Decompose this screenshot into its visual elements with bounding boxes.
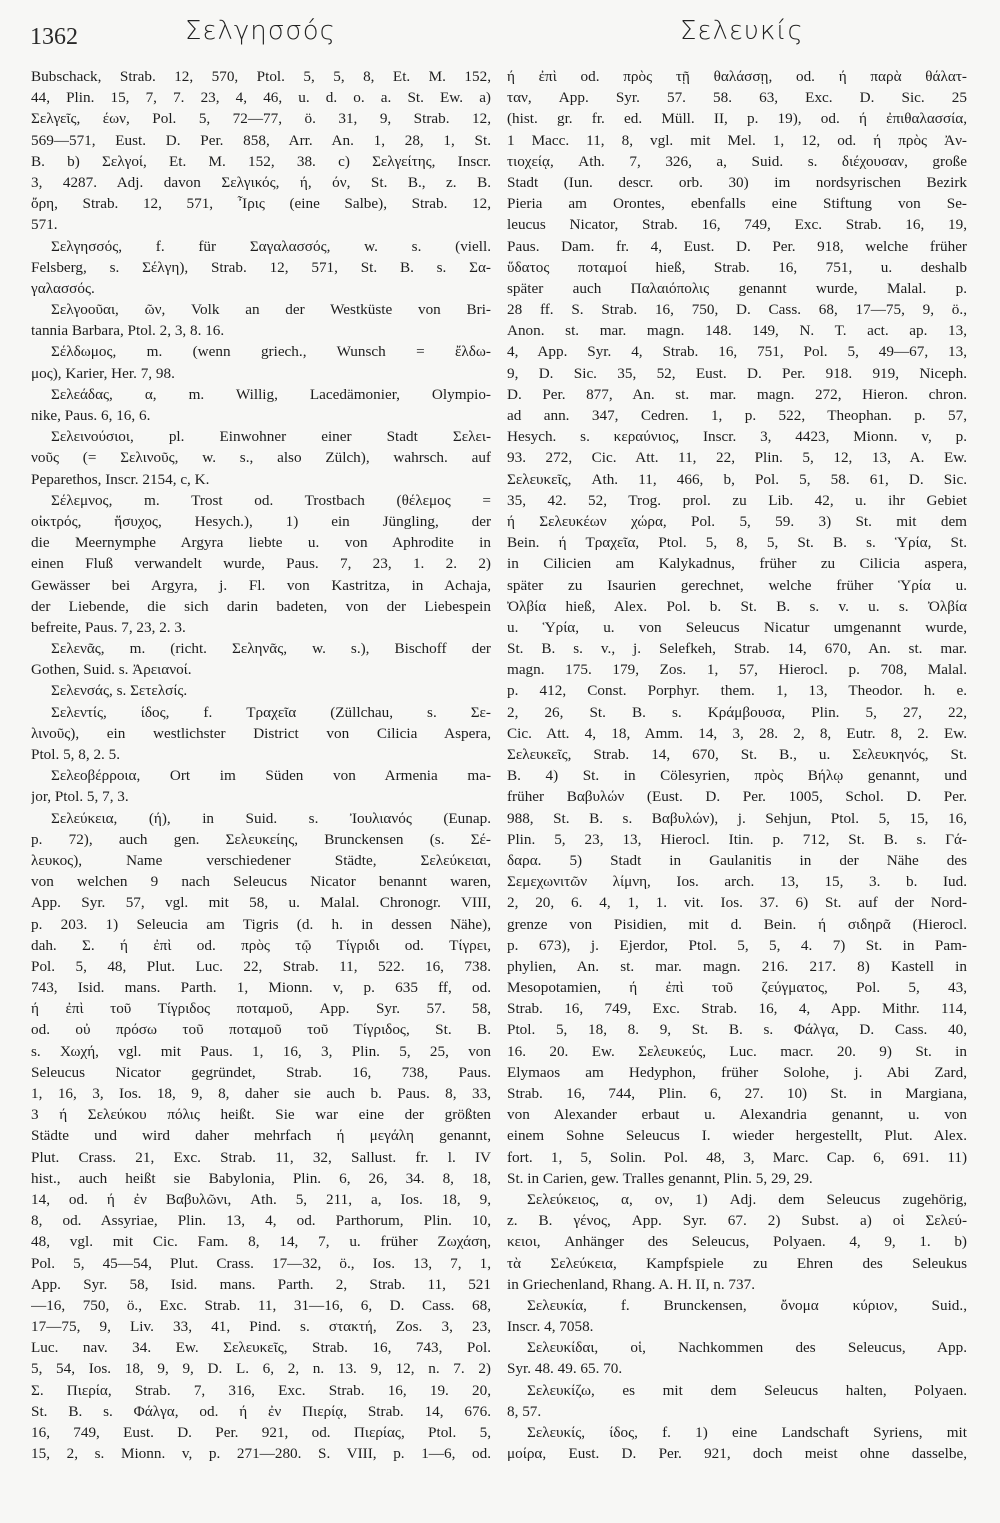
text-line: μος), Karier, Her. 7, 98. bbox=[31, 364, 175, 382]
text-line: einen Fluß verwandelt wurde, Paus. 7, 23, 1. 2. 2) bbox=[31, 555, 491, 573]
text-line: 16. 20. Ew. Σελευκεύς, Luc. macr. 20. 9) St. in bbox=[507, 1042, 967, 1060]
text-line: p. 673), j. Ejerdor, Ptol. 5, 5, 4. 7) St. in Pam- bbox=[507, 936, 967, 954]
left-column bbox=[31, 66, 491, 1464]
text-line: Elymaos am Hedyphon, früher Solohe, j. Abi Zard, bbox=[507, 1063, 967, 1081]
text-line: νοῦς (= Σελινοῦς, w. s., also Zülch), wahrsch. auf bbox=[31, 449, 491, 467]
entry-headword-line: Σελευκία, f. Brunckensen, ὄνομα κύριον, Suid., bbox=[527, 1296, 967, 1314]
text-line: μοίρα, Eust. D. Per. 921, doch meist ohne dasselbe, bbox=[507, 1445, 967, 1463]
page-number: 1362 bbox=[30, 24, 78, 50]
text-line: u. Ὑρία, u. von Seleucus Nicatur umgenannt wurde, bbox=[507, 618, 967, 636]
text-line: 35, 42. 52, Trog. prol. zu Lib. 42, u. ihr Gebiet bbox=[507, 491, 967, 509]
text-line: 44, Plin. 15, 7, 7. 23, 4, 46, u. d. o. a. St. Ew. a) bbox=[31, 89, 491, 107]
text-line: 2, 20, 6. 4, 1, 1. vit. Ios. 37. 6) St. auf der Nord- bbox=[507, 894, 967, 912]
text-line: Hesych. s. κεραύνιος, Inscr. 3, 4423, Mionn. v, p. bbox=[507, 428, 967, 446]
text-line: 3, 4287. Adj. davon Σελγικός, ή, όν, St. B., z. B. bbox=[31, 173, 491, 191]
text-line: Ὀλβία hieß, Alex. Pol. b. St. B. s. v. u. s. Ὀλβία bbox=[507, 597, 967, 615]
entry-headword-line: Σελευκίς, ίδος, f. 1) eine Landschaft Syriens, mit bbox=[527, 1424, 967, 1441]
text-line: App. Syr. 58, Isid. mans. Parth. 2, Strab. 11, 521 bbox=[31, 1275, 491, 1293]
text-line: 9, D. Sic. 35, 52, Eust. D. Per. 918. 919, Niceph. bbox=[507, 364, 967, 382]
text-line: 4, App. Syr. 4, Strab. 16, 751, Pol. 5, 49—67, 13, bbox=[507, 343, 967, 361]
text-line: 1 Macc. 11, 8, vgl. mit Mel. 1, 12, od. ή πρὸς Ἀν- bbox=[507, 131, 967, 149]
text-line: κειοι, Anhänger des Seleucus, Polyaen. 4, 9, 1. b) bbox=[507, 1233, 967, 1251]
text-line: St. in Carien, gew. Tralles genannt, Plin. 5, 29, 29. bbox=[507, 1169, 813, 1187]
text-line: jor, Ptol. 5, 7, 3. bbox=[31, 788, 129, 806]
text-line: 15, 2, s. Mionn. v, p. 271—280. S. VIII, p. 1—6, od. bbox=[31, 1445, 491, 1463]
text-line: 3 ή Σελεύκου πόλις heißt. Sie war eine der größten bbox=[31, 1106, 491, 1124]
running-head-left: Σελγησσός bbox=[185, 16, 336, 46]
text-line: fort. 1, 5, Solin. Pol. 48, 3, Marc. Cap. 6, 691. 11) bbox=[507, 1148, 967, 1166]
text-line: der Liebende, die sich darin badeten, von der Liebespein bbox=[31, 597, 491, 615]
text-line: 1, 16, 3, Ios. 18, 9, 8, daher sie auch b. Paus. 8, 33, bbox=[31, 1085, 491, 1102]
text-line: Felsberg, s. Σέλγη), Strab. 12, 571, St. B. s. Σα- bbox=[31, 258, 491, 276]
text-line: Σ. Πιερία, Strab. 7, 316, Exc. Strab. 16, 19. 20, bbox=[31, 1381, 491, 1399]
entry-headword-line: Σελεάδας, α, m. Willig, Lacedämonier, Olympio- bbox=[51, 385, 491, 403]
text-line: p. 203. 1) Seleucia am Tigris (d. h. in dessen Nähe), bbox=[31, 915, 491, 933]
text-line: Syr. 48. 49. 65. 70. bbox=[507, 1360, 623, 1378]
text-line: δαρα. 5) Stadt in Gaulanitis in der Nähe des bbox=[507, 851, 967, 869]
text-line: phylien, An. st. mar. magn. 216. 217. 8) Kastell in bbox=[507, 957, 967, 975]
text-line: 16, 749, Eust. D. Per. 921, od. Πιερίας, Ptol. 5, bbox=[31, 1424, 491, 1441]
text-line: in Griechenland, Rhang. A. H. II, n. 737. bbox=[507, 1275, 756, 1293]
text-line: Bubschack, Strab. 12, 570, Ptol. 5, 5, 8, Et. M. 152, bbox=[31, 68, 491, 85]
text-line: Strab. 16, 749, Exc. Strab. 16, 4, App. Mithr. 114, bbox=[507, 1000, 967, 1018]
text-line: 8, 57. bbox=[507, 1402, 542, 1420]
text-line: Pol. 5, 45—54, Plut. Crass. 17—32, ö., Ios. 13, 7, 1, bbox=[31, 1254, 491, 1272]
text-line: St. B. s. Φάλγα, od. ή ἐν Πιερίᾳ, Strab. 14, 676. bbox=[31, 1402, 491, 1420]
text-line: Plut. Crass. 21, Exc. Strab. 11, 32, Sallust. fr. l. IV bbox=[31, 1148, 491, 1166]
text-line: nike, Paus. 6, 16, 6. bbox=[31, 407, 151, 424]
text-line: die Meernymphe Argyra liebte u. von Aphrodite in bbox=[31, 534, 491, 552]
text-line: später auch Παλαιόπολις genannt wurde, Malal. p. bbox=[507, 279, 967, 297]
text-line: Städte und wird daher mehrfach ή μεγάλη genannt, bbox=[31, 1127, 491, 1145]
text-line: τιοχείᾳ, Ath. 7, 326, a, Suid. s. διέχουσαν, große bbox=[507, 152, 967, 170]
text-line: Cic. Att. 4, 18, Amm. 14, 3, 28. 2, 8, Eutr. 8, 2. Ew. bbox=[507, 724, 967, 742]
text-line: 743, Isid. mans. Parth. 1, Mionn. v, p. 635 ff, od. bbox=[31, 979, 491, 997]
text-line: 93. 272, Cic. Att. 11, 22, Plin. 5, 12, 13, A. Ew. bbox=[507, 449, 967, 467]
entry-headword-line: Σελεντίς, ίδος, f. Τραχεῖα (Züllchau, s. Σε- bbox=[51, 703, 491, 721]
text-line: später zu Isaurien gerechnet, welche früher Ὑρία u. bbox=[507, 576, 967, 594]
right-column bbox=[507, 66, 967, 1464]
text-line: οἰκτρός, ἥσυχος, Hesych.), 1) ein Jüngling, der bbox=[31, 512, 491, 530]
entry-headword-line: Σελεινούσιοι, pl. Einwohner einer Stadt Σελει- bbox=[51, 428, 491, 446]
text-line: Σελγεῖς, έων, Pol. 5, 72—77, ö. 31, 9, Strab. 12, bbox=[31, 110, 491, 128]
text-line: 14, od. ή ἐν Βαβυλῶνι, Ath. 5, 211, a, Ios. 18, 9, bbox=[31, 1190, 491, 1208]
text-line: 28 ff. S. Strab. 16, 750, D. Cass. 68, 17—75, 9, ö., bbox=[507, 301, 967, 319]
text-line: einem Sohne Seleucus I. wieder hergestellt, Plut. Alex. bbox=[507, 1127, 967, 1145]
text-line: magn. 175. 179, Zos. 1, 57, Hierocl. p. 708, Malal. bbox=[507, 661, 967, 679]
text-line: Ptol. 5, 8, 2. 5. bbox=[31, 746, 121, 763]
text-line: tannia Barbara, Ptol. 2, 3, 8. 16. bbox=[31, 322, 225, 340]
entry-headword-line: Σελενᾶς, m. (richt. Σεληνᾶς, w. s.), Bischoff der bbox=[51, 640, 491, 658]
text-line: von Alexander erbaut u. Alexandria genannt, u. von bbox=[507, 1106, 967, 1124]
text-line: Peparethos, Inscr. 2154, c, K. bbox=[31, 470, 210, 488]
text-line: leucus Nicator, Strab. 16, 749, Exc. Strab. 16, 19, bbox=[507, 216, 967, 234]
text-line: Pieria am Orontes, ebenfalls eine Stiftung von Se- bbox=[507, 195, 967, 213]
text-line: z. B. γένος, App. Syr. 67. 2) Subst. a) οἱ Σελεύ- bbox=[507, 1212, 967, 1230]
text-line: Luc. nav. 34. Ew. Σελευκεῖς, Strab. 16, 743, Pol. bbox=[31, 1339, 491, 1357]
text-line: 48, vgl. mit Cic. Fam. 8, 14, 7, u. früher Ζωχάση, bbox=[31, 1233, 491, 1251]
text-line: Seleucus Nicator gegründet, Strab. 16, 738, Paus. bbox=[31, 1063, 491, 1081]
text-line: Σελευκεῖς, Strab. 14, 670, St. B., u. Σελευκηνός, St. bbox=[507, 746, 967, 763]
text-line: Inscr. 4, 7058. bbox=[507, 1318, 594, 1336]
text-line: B. 4) St. in Cölesyrien, πρὸς Βήλῳ genannt, und bbox=[507, 767, 967, 785]
text-line: τὰ Σελεύκεια, Kampfspiele zu Ehren des Seleukus bbox=[507, 1254, 967, 1272]
text-line: ad ann. 347, Cedren. 1, p. 522, Theophan. p. 57, bbox=[507, 407, 967, 424]
text-line: von welchen 9 nach Seleucus Nicator benannt waren, bbox=[31, 873, 491, 891]
text-line: 17—75, 9, Liv. 33, 41, Pind. s. στακτή, Zos. 3, 23, bbox=[31, 1318, 491, 1336]
text-line: grenze von Pisidien, mit d. Bein. ή σιδηρᾶ (Hierocl. bbox=[507, 915, 967, 933]
text-line: Gothen, Suid. s. Ἀρειανοί. bbox=[31, 661, 192, 679]
text-line: λινοῦς), ein westlichster District von Cilicia Aspera, bbox=[31, 724, 491, 742]
text-line: befreite, Paus. 7, 23, 2. 3. bbox=[31, 618, 186, 636]
entry-headword-line: Σελεύκεια, (ή), in Suid. s. Ἰουλιανός (Eunap. bbox=[51, 809, 491, 827]
text-line: Strab. 16, 744, Plin. 6, 27. 10) St. in Margiana, bbox=[507, 1085, 967, 1102]
text-line: Stadt (Iun. descr. orb. 30) im nordsyrischen Bezirk bbox=[507, 173, 967, 191]
text-line: ὕδατος ποταμοί hieß, Strab. 16, 751, u. deshalb bbox=[507, 258, 967, 276]
text-line: Pol. 5, 48, Plut. Luc. 22, Strab. 11, 522. 16, 738. bbox=[31, 957, 491, 975]
text-line: 8, od. Assyriae, Plin. 13, 4, od. Parthorum, Plin. 10, bbox=[31, 1212, 491, 1230]
text-line: früher Βαβυλών (Eust. D. Per. 1005, Schol. D. Per. bbox=[507, 788, 967, 806]
text-line: s. Χωχή, vgl. mit Paus. 1, 16, 3, Plin. 5, 25, von bbox=[31, 1042, 491, 1060]
text-line: —16, 750, ö., Exc. Strab. 11, 31—16, 6, D. Cass. 68, bbox=[31, 1296, 491, 1314]
text-line: in Cilicien am Kalykadnus, früher zu Cilicia aspera, bbox=[507, 555, 967, 573]
text-line: hist., auch heißt sie Babylonia, Plin. 6, 26, 34. 8, 18, bbox=[31, 1169, 491, 1187]
text-line: od. οὐ πρόσω τοῦ ποταμοῦ τοῦ Τίγριδος, St. B. bbox=[31, 1021, 491, 1039]
entry-headword-line: Σελεύκειος, α, ον, 1) Adj. dem Seleucus zugehörig, bbox=[527, 1190, 967, 1208]
text-line: Ptol. 5, 18, 8. 9, St. B. s. Φάλγα, D. Cass. 40, bbox=[507, 1021, 967, 1039]
text-line: Paus. Dam. fr. 4, Eust. D. Per. 918, welche früher bbox=[507, 237, 967, 255]
text-line: D. Per. 877, An. st. mar. magn. 272, Hieron. chron. bbox=[507, 385, 967, 403]
text-line: B. b) Σελγοί, Et. M. 152, 38. c) Σελγείτης, Inscr. bbox=[31, 152, 491, 170]
text-line: p. 412, Const. Porphyr. them. 1, 13, Theodor. h. e. bbox=[507, 682, 967, 700]
entry-headword-line: Σελγησσός, f. für Σαγαλασσός, w. s. (viell. bbox=[51, 237, 491, 255]
text-line: Gewässer bei Argyra, j. Fl. von Kastritza, in Achaja, bbox=[31, 576, 491, 594]
text-line: ή ἐπὶ τοῦ Τίγριδος ποταμοῦ, App. Syr. 57. 58, bbox=[31, 1000, 491, 1018]
text-line: ταν, App. Syr. 57. 58. 63, Exc. D. Sic. 25 bbox=[507, 89, 967, 107]
entry-headword-line: Σελευκίδαι, οἱ, Nachkommen des Seleucus, App. bbox=[527, 1339, 967, 1357]
text-line: p. 72), auch gen. Σελευκείης, Brunckensen (s. Σέ- bbox=[31, 830, 491, 848]
text-line: Mesopotamien, ή ἐπὶ τοῦ ζεύγματος, Pol. 5, 43, bbox=[507, 979, 967, 997]
entry-headword-line: Σέλδωμος, m. (wenn griech., Wunsch = ἔλδω- bbox=[51, 343, 491, 361]
text-line: ή ἐπὶ od. πρὸς τῇ θαλάσσῃ, od. ή παρὰ θάλατ- bbox=[507, 68, 967, 85]
text-line: 569—571, Eust. D. Per. 858, Arr. An. 1, 28, 1, St. bbox=[31, 131, 491, 149]
text-line: 5, 54, Ios. 18, 9, 9, D. L. 6, 2, n. 13. 9, 12, n. 7. 2) bbox=[31, 1360, 491, 1378]
entry-headword-line: Σελεοβέρροια, Ort im Süden von Armenia ma- bbox=[51, 767, 491, 785]
running-head-right: Σελευκίς bbox=[680, 16, 804, 46]
entry-headword-line: Σέλεμνος, m. Trost od. Trostbach (θέλεμος = bbox=[51, 491, 491, 509]
text-line: 2, 26, St. B. s. Κράμβουσα, Plin. 5, 27, 22, bbox=[507, 703, 967, 721]
text-line: Bein. ή Τραχεῖα, Ptol. 5, 8, 5, St. B. s. Ὑρία, St. bbox=[507, 534, 967, 552]
text-line: γαλασσός. bbox=[31, 279, 95, 297]
text-line: Plin. 5, 23, 13, Hierocl. Itin. p. 712, St. B. s. Γά- bbox=[507, 830, 967, 848]
text-line: St. B. s. v., j. Selefkeh, Strab. 14, 670, An. st. mar. bbox=[507, 640, 967, 658]
text-line: Σελευκεῖς, Ath. 11, 466, b, Pol. 5, 58. 61, D. Sic. bbox=[507, 470, 967, 488]
text-line: λευκος), Name verschiedener Städte, Σελεύκειαι, bbox=[31, 851, 491, 869]
text-line: App. Syr. 57, vgl. mit 58, u. Malal. Chronogr. VIII, bbox=[31, 894, 491, 912]
text-line: 571. bbox=[31, 216, 58, 234]
text-line: ή Σελευκέων χώρα, Pol. 5, 59. 3) St. mit dem bbox=[507, 512, 967, 530]
entry-headword-line: Σελευκίζω, es mit dem Seleucus halten, Polyaen. bbox=[527, 1381, 967, 1399]
entry-headword-line: Σελγοοῦαι, ῶν, Volk an der Westküste von Bri- bbox=[51, 301, 491, 319]
text-line: (hist. gr. fr. ed. Müll. II, p. 19), od. ή ἐπιθαλασσία, bbox=[507, 110, 967, 128]
text-line: Anon. st. mar. magn. 148. 149, N. T. act. ap. 13, bbox=[507, 322, 967, 340]
text-line: 988, St. B. s. Βαβυλών), j. Sehjun, Ptol. 5, 15, 16, bbox=[507, 809, 967, 827]
entry-headword-line: Σελενσάς, s. Σετελσίς. bbox=[51, 682, 188, 700]
text-line: Σεμεχωνιτῶν λίμνη, Ios. arch. 13, 15, 3. b. Iud. bbox=[507, 873, 967, 891]
text-line: ὄρη, Strab. 12, 571, Ἶρις (eine Salbe), Strab. 12, bbox=[31, 195, 491, 213]
text-line: dah. Σ. ή ἐπὶ od. πρὸς τῷ Τίγριδι od. Τίγρει, bbox=[31, 936, 491, 954]
